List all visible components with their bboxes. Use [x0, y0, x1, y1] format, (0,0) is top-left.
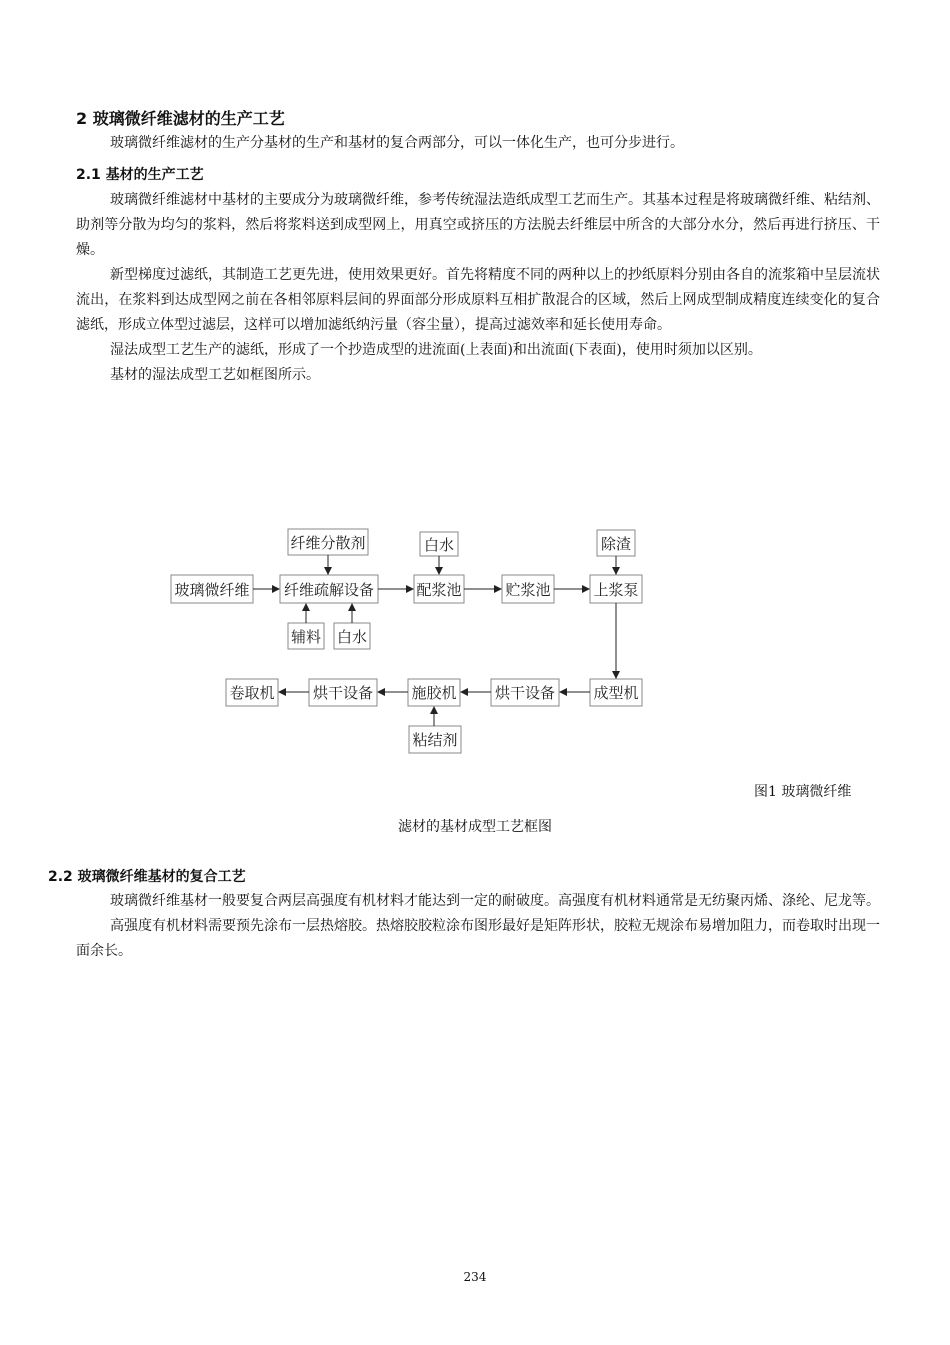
paragraph: 玻璃微纤维基材一般要复合两层高强度有机材料才能达到一定的耐破度。高强度有机材料通常是无纺聚丙烯、涤纶、尼龙等。 [110, 893, 880, 909]
figure-caption-line-1: 图1 玻璃微纤维 [754, 784, 852, 800]
paragraph: 湿法成型工艺生产的滤纸，形成了一个抄造成型的进流面(上表面)和出流面(下表面)，使用时须加以区别。 [110, 342, 762, 358]
paragraph: 基材的湿法成型工艺如框图所示。 [110, 367, 320, 383]
svg-text:除渣: 除渣 [600, 535, 632, 553]
svg-text:成型机: 成型机 [593, 684, 639, 702]
svg-text:粘结剂: 粘结剂 [412, 731, 458, 749]
svg-text:卷取机: 卷取机 [229, 684, 275, 702]
paragraph: 玻璃微纤维滤材中基材的主要成分为玻璃微纤维，参考传统湿法造纸成型工艺而生产。其基本过程是将玻璃微纤维、粘结剂、助剂等分散为均匀的浆料，然后将浆料送到成型网上，用真空或挤压的方法脱去纤维层中所含的大部分水分，然后再进行挤压、干燥。 [76, 192, 880, 258]
node-white-water-top [420, 532, 458, 556]
svg-text:辅料: 辅料 [290, 628, 322, 646]
svg-text:玻璃微纤维: 玻璃微纤维 [174, 581, 250, 599]
node-slag-removal [597, 530, 635, 556]
svg-text:白水: 白水 [423, 536, 455, 554]
process-flow-diagram [166, 524, 656, 764]
node-dryer-2 [309, 679, 377, 706]
node-forming-machine [590, 679, 642, 706]
node-winder [226, 679, 278, 706]
node-auxiliary [288, 623, 324, 649]
paragraph: 高强度有机材料需要预先涂布一层热熔胶。热熔胶胶粒涂布图形最好是矩阵形状，胶粒无规涂布易增加阻力，而卷取时出现一面余长。 [76, 918, 880, 959]
svg-text:施胶机: 施胶机 [411, 684, 457, 702]
node-glue-applicator [408, 679, 460, 706]
figure-caption-line-2: 滤材的基材成型工艺框图 [398, 819, 552, 835]
svg-text:烘干设备: 烘干设备 [312, 684, 374, 702]
node-stock-pump [590, 575, 642, 603]
section-2-intro: 玻璃微纤维滤材的生产分基材的生产和基材的复合两部分，可以一体化生产，也可分步进行。 [110, 135, 684, 151]
node-stock-storage-tank [502, 575, 554, 603]
node-white-water-bottom [334, 623, 370, 649]
svg-text:上浆泵: 上浆泵 [593, 581, 639, 599]
node-binder [409, 726, 461, 753]
node-stock-mixing-tank [414, 575, 464, 603]
node-glass-microfiber [171, 575, 253, 603]
svg-text:贮浆池: 贮浆池 [505, 581, 551, 599]
node-fiber-dispersant [288, 529, 368, 555]
page-number: 234 [463, 1270, 487, 1284]
section-2-2-body [76, 889, 880, 964]
section-2-2-heading: 2.2 玻璃微纤维基材的复合工艺 [48, 869, 246, 885]
section-2-1-heading: 2.1 基材的生产工艺 [76, 167, 204, 183]
section-2-1-body [76, 188, 880, 388]
svg-text:白水: 白水 [336, 628, 368, 646]
svg-text:烘干设备: 烘干设备 [494, 684, 556, 702]
svg-text:纤维分散剂: 纤维分散剂 [290, 534, 366, 552]
paragraph: 新型梯度过滤纸，其制造工艺更先进，使用效果更好。首先将精度不同的两种以上的抄纸原料分别由各自的流浆箱中呈层流状流出，在浆料到达成型网之前在各相邻原料层间的界面部分形成原料互相扩散混合的区域，然后上网成型制成精度连续变化的复合滤纸，形成立体型过滤层，这样可以增加滤纸纳污量（容尘量），提高过滤效率和延长使用寿命。 [76, 267, 880, 333]
svg-text:配浆池: 配浆池 [416, 581, 462, 599]
node-dryer-1 [491, 679, 559, 706]
svg-text:纤维疏解设备: 纤维疏解设备 [283, 581, 375, 599]
node-fiber-disintegrator [280, 575, 378, 603]
section-2-heading: 2 玻璃微纤维滤材的生产工艺 [76, 109, 285, 128]
